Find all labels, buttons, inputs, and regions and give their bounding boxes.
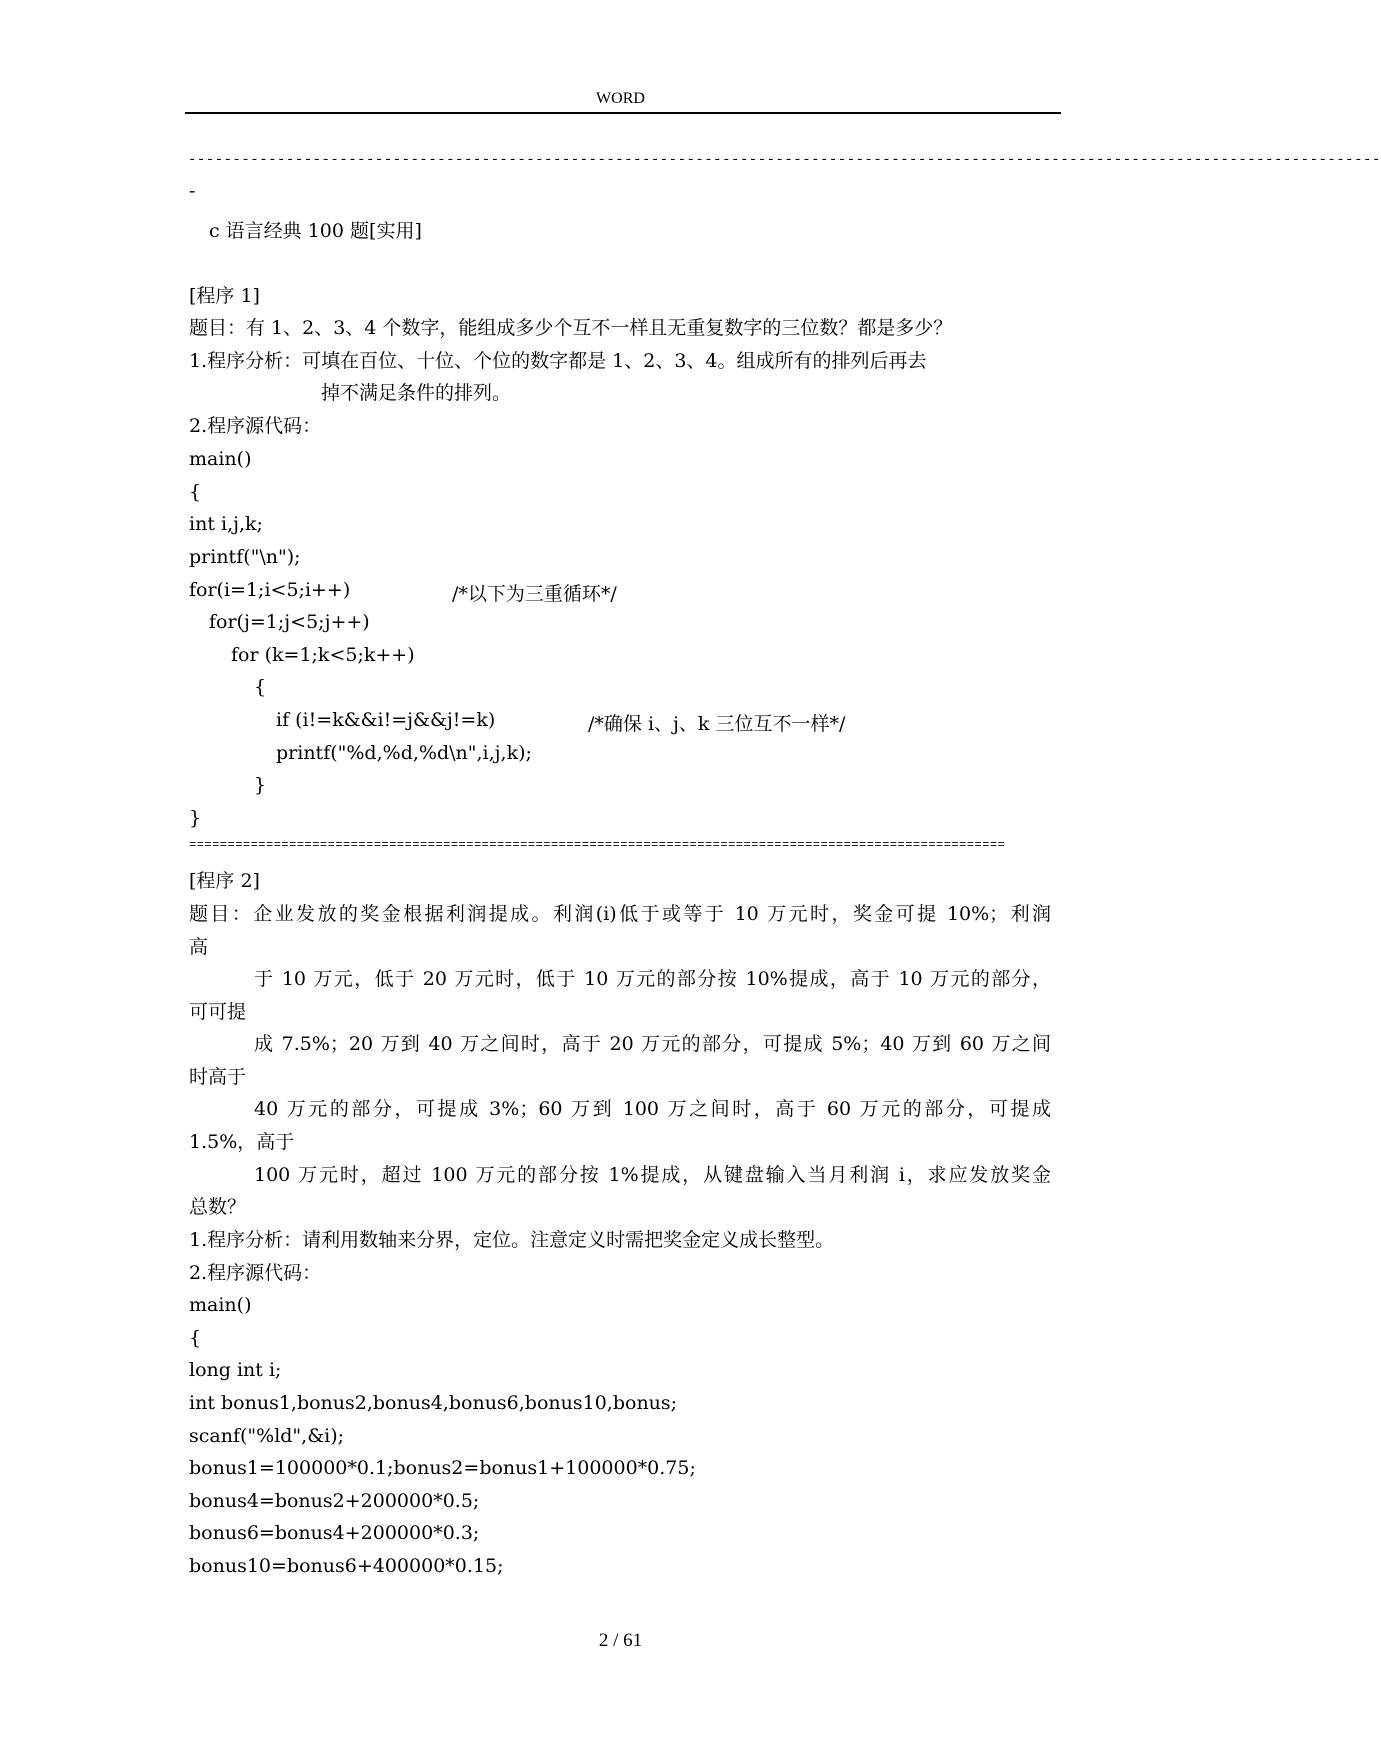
program2-source-label: 2.程序源代码： [189, 1262, 322, 1284]
code-line: int i,j,k; [189, 513, 263, 535]
code-line: printf("%d,%d,%d\n",i,j,k); [276, 742, 532, 764]
program2-question: 40 万元的部分，可提成 3%；60 万到 100 万之间时，高于 60 万元的部分，可提成 [254, 1098, 1051, 1120]
code-line: for(i=1;i<5;i++) [189, 579, 351, 601]
code-line: int bonus1,bonus2,bonus4,bonus6,bonus10,bonus; [189, 1392, 678, 1414]
code-line: } [189, 807, 202, 829]
code-line: bonus1=100000*0.1;bonus2=bonus1+100000*0.75; [189, 1457, 696, 1479]
program2-question: 成 7.5%；20 万到 40 万之间时，高于 20 万元的部分，可提成 5%；40 万到 60 万之间 [254, 1033, 1051, 1055]
program2-question: 高 [189, 936, 209, 958]
code-line: { [254, 676, 267, 698]
code-comment: /*确保 i、j、k 三位互不一样*/ [588, 713, 846, 735]
equals-separator: ========================================================================================================== [189, 838, 1006, 852]
page-header-title: WORD [596, 90, 645, 107]
dash-separator: -------------------------------------------------------------------------------------------------------------------------------------- [188, 152, 1381, 168]
code-line: main() [189, 448, 252, 470]
code-line: if (i!=k&&i!=j&&j!=k) [276, 709, 496, 731]
program1-analysis-cont: 掉不满足条件的排列。 [321, 382, 512, 404]
program2-question: 总数？ [189, 1196, 247, 1218]
program2-question: 1.5%，高于 [189, 1131, 295, 1153]
code-comment: /*以下为三重循环*/ [452, 583, 617, 605]
code-line: for (k=1;k<5;k++) [231, 644, 415, 666]
header-rule [185, 112, 1061, 114]
program1-analysis: 1.程序分析：可填在百位、十位、个位的数字都是 1、2、3、4。组成所有的排列后再去 [189, 350, 927, 372]
code-line: { [189, 481, 202, 503]
code-line: } [254, 774, 267, 796]
code-line: for(j=1;j<5;j++) [209, 611, 370, 633]
program2-label: [程序 2] [189, 870, 260, 892]
program2-question: 100 万元时，超过 100 万元的部分按 1%提成，从键盘输入当月利润 i，求应发放奖金 [254, 1164, 1051, 1186]
program2-question: 题目：企业发放的奖金根据利润提成。利润(i)低于或等于 10 万元时，奖金可提 10%；利润 [189, 903, 1051, 925]
program2-question: 可可提 [189, 1001, 247, 1023]
program2-question: 时高于 [189, 1066, 247, 1088]
dash-separator-tail: - [189, 180, 196, 202]
code-line: printf("\n"); [189, 546, 301, 568]
page-number: 2 / 61 [598, 1630, 643, 1651]
code-line: scanf("%ld",&i); [189, 1425, 345, 1447]
code-line: { [189, 1327, 202, 1349]
program1-question: 题目：有 1、2、3、4 个数字，能组成多少个互不一样且无重复数字的三位数？都是多少？ [189, 317, 953, 339]
program1-label: [程序 1] [189, 285, 260, 307]
code-line: bonus10=bonus6+400000*0.15; [189, 1555, 504, 1577]
document-title: c 语言经典 100 题[实用] [209, 220, 422, 242]
code-line: long int i; [189, 1359, 282, 1381]
code-line: bonus4=bonus2+200000*0.5; [189, 1490, 480, 1512]
program2-analysis: 1.程序分析：请利用数轴来分界，定位。注意定义时需把奖金定义成长整型。 [189, 1229, 835, 1251]
code-line: bonus6=bonus4+200000*0.3; [189, 1522, 480, 1544]
code-line: main() [189, 1294, 252, 1316]
program1-source-label: 2.程序源代码： [189, 415, 322, 437]
program2-question: 于 10 万元，低于 20 万元时，低于 10 万元的部分按 10%提成，高于 10 万元的部分， [254, 968, 1051, 990]
